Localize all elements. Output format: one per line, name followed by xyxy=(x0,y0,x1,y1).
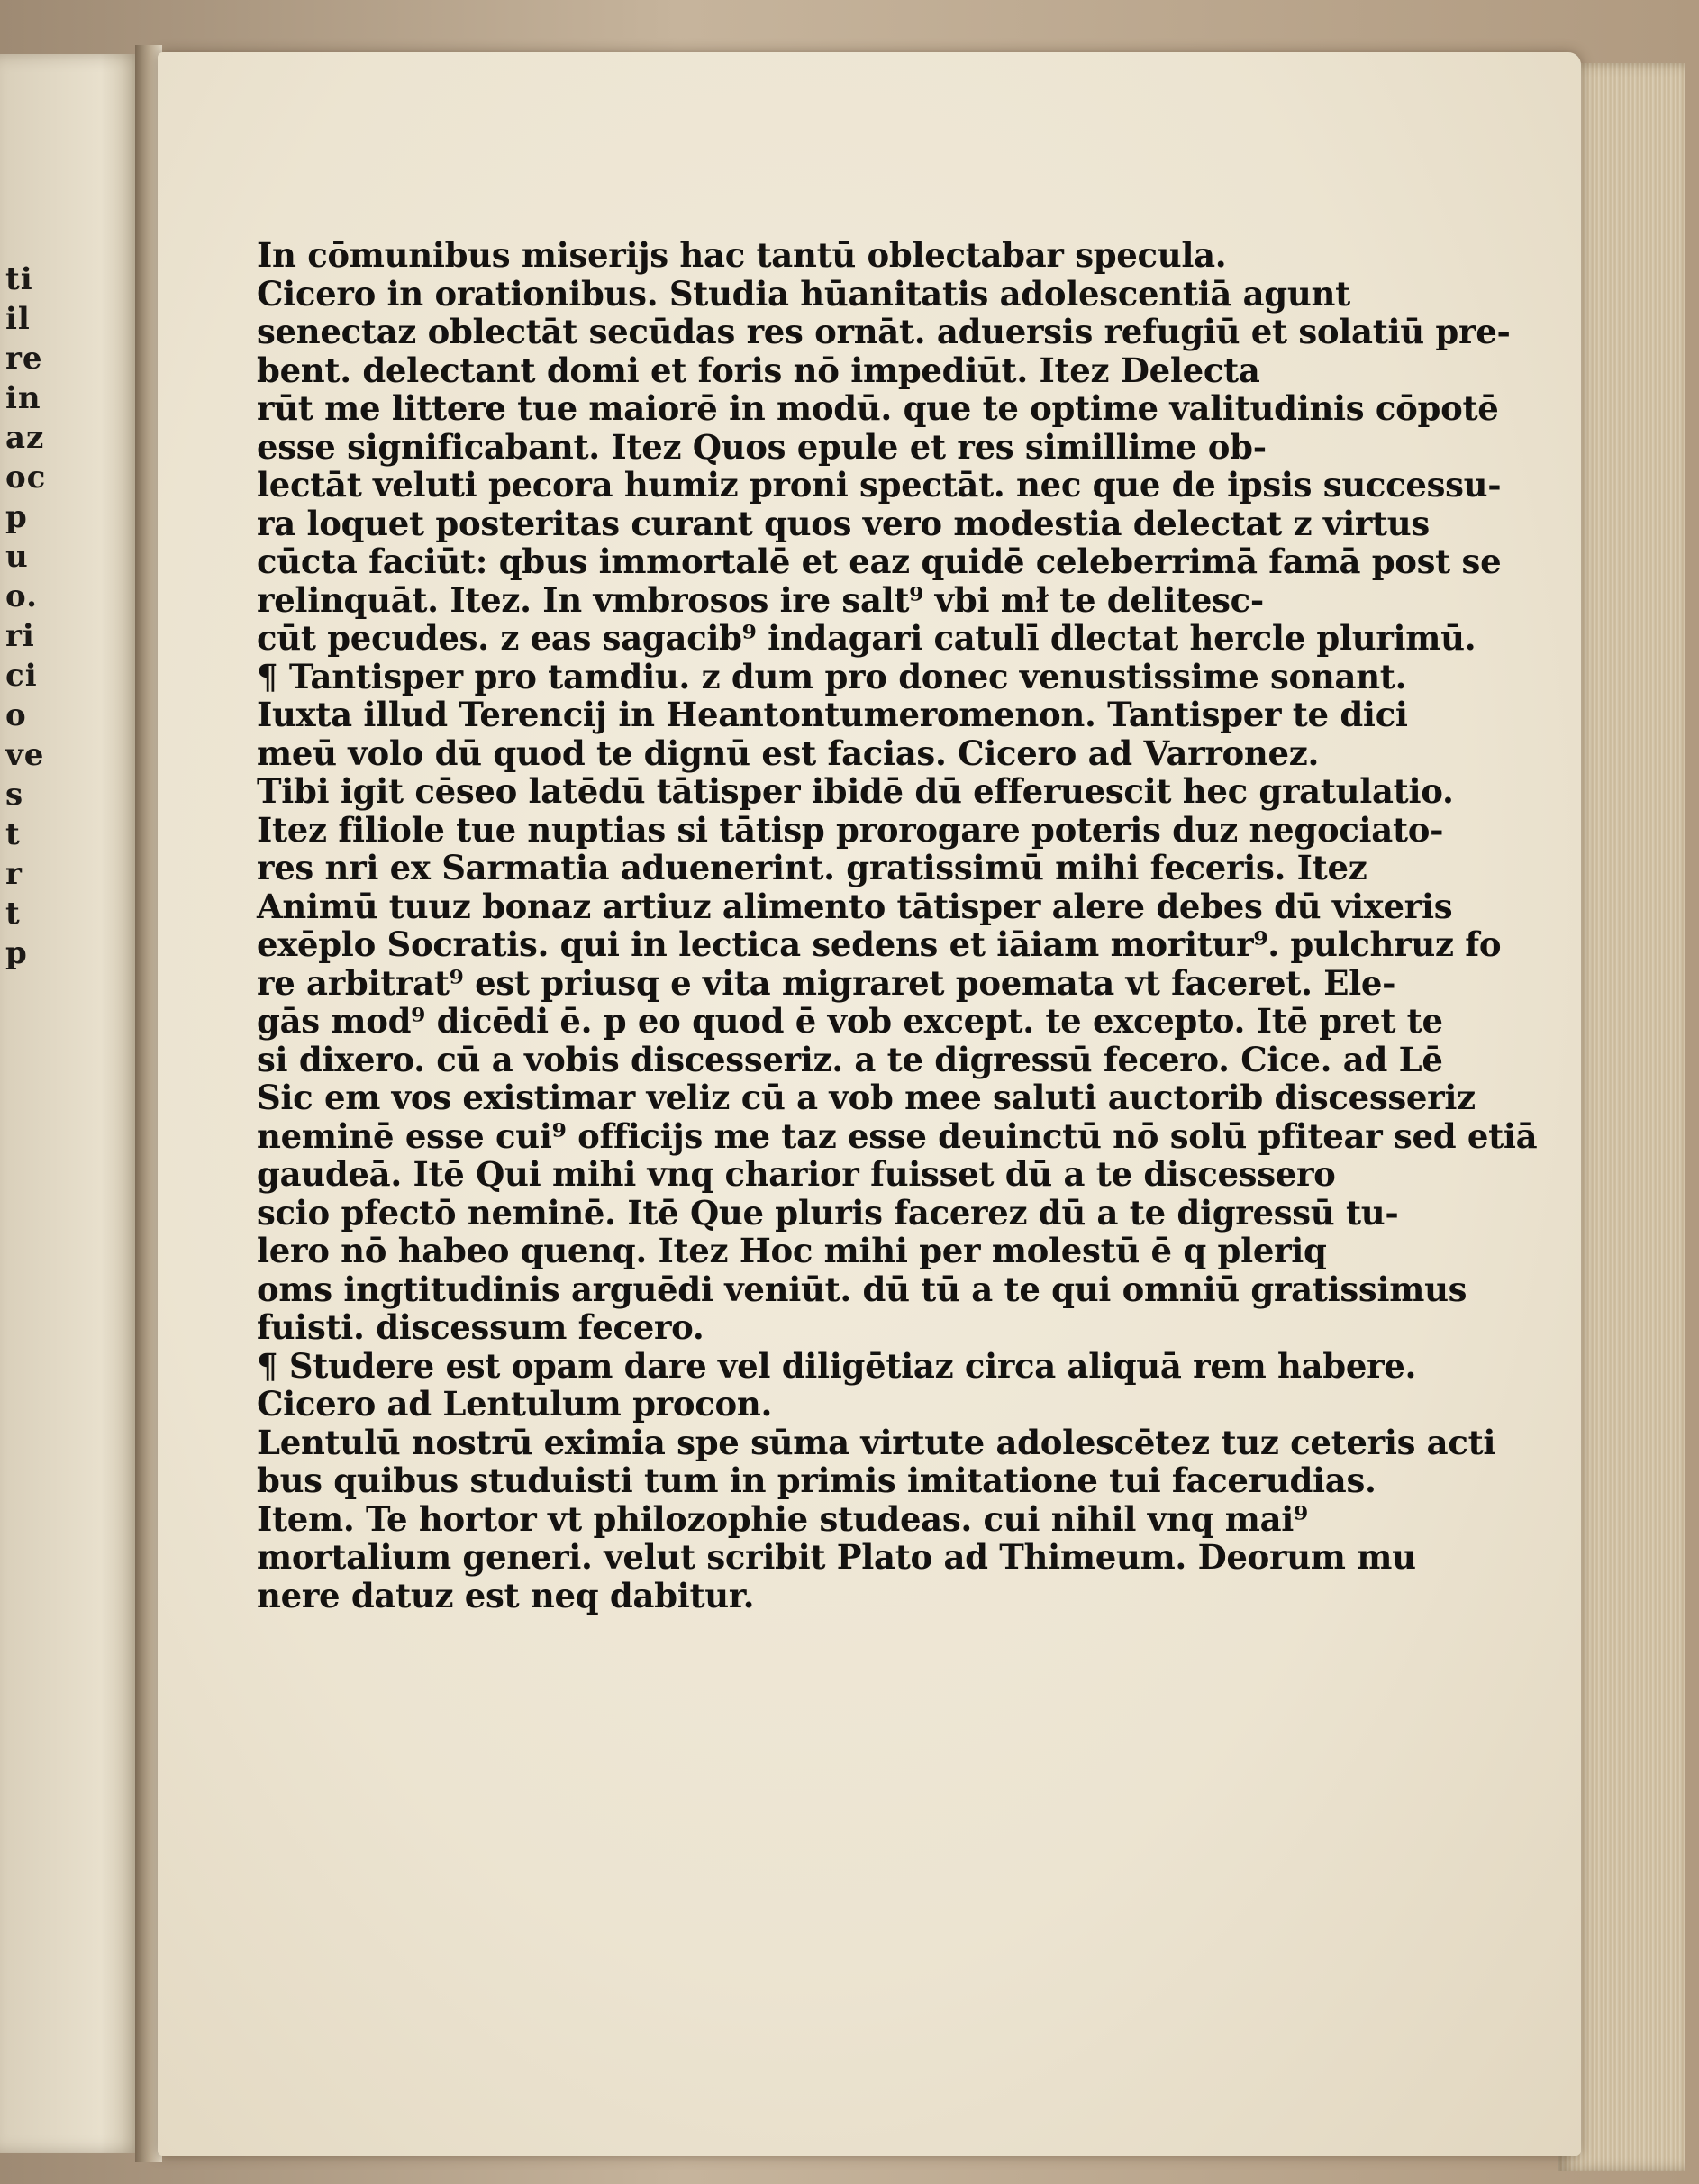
left-page-fragment: re xyxy=(5,341,43,377)
left-page-fragment: p xyxy=(5,935,28,971)
text-line: exēplo Socratis. qui in lectica sedens et iāiam moritur⁹. pulchruz fo xyxy=(257,924,1502,964)
text-line: relinquāt. Itez. In vmbrosos ire salt⁹ vbi mł te delitesc- xyxy=(257,579,1264,620)
text-line: esse significabant. Itez Quos epule et res simillime ob- xyxy=(257,426,1267,467)
text-line: Lentulū nostrū eximia spe sūma virtute adolescētez tuz ceteris acti xyxy=(257,1422,1496,1462)
left-page-fragment: il xyxy=(5,301,31,337)
text-line: ¶ Studere est opam dare vel diligētiaz circa aliquā rem habere. xyxy=(257,1345,1417,1386)
left-page-fragment: r xyxy=(5,856,23,892)
left-page-fragment: t xyxy=(5,896,21,932)
text-line: Itez filiole tue nuptias si tātisp prorogare poteris duz negociato- xyxy=(257,809,1444,850)
text-line: Iuxta illud Terencij in Heantontumeromenon. Tantisper te dici xyxy=(257,695,1408,734)
left-page-fragment: o. xyxy=(5,578,38,614)
text-line: lero nō habeo quenq. Itez Hoc mihi per molestū ē q pleriq xyxy=(257,1231,1327,1270)
left-page-fragment: o xyxy=(5,697,27,733)
text-line: Tibi igit cēseo latēdū tātisper ibidē dū efferuescit hec gratulatio. xyxy=(257,771,1454,811)
text-line: In cōmunibus miserijs hac tantū oblectabar specula. xyxy=(257,235,1227,275)
right-page-text-block xyxy=(257,235,1538,1615)
left-page-fragment: az xyxy=(5,420,45,456)
text-line: meū volo dū quod te dignū est facias. Cicero ad Varronez. xyxy=(257,733,1320,773)
left-page-fragment: ve xyxy=(5,737,45,773)
text-line: Cicero in orationibus. Studia hūanitatis adolescentiā agunt xyxy=(257,273,1350,314)
text-line: Animū tuuz bonaz artiuz alimento tātisper alere debes dū vixeris xyxy=(257,886,1453,926)
text-line: cūt pecudes. z eas sagacib⁹ indagari catulī dlectat hercle plurimū. xyxy=(257,618,1476,658)
text-line: neminē esse cui⁹ officijs me taz esse deuinctū nō solū pfitear sed etiā xyxy=(257,1115,1538,1156)
text-line: fuisti. discessum fecero. xyxy=(257,1307,704,1347)
text-line: cūcta faciūt: qbus immortalē et eaz quidē celeberrimā famā post se xyxy=(257,541,1502,581)
text-line: Cicero ad Lentulum procon. xyxy=(257,1384,773,1424)
left-page-fragment: oc xyxy=(5,460,47,496)
text-line: ¶ Tantisper pro tamdiu. z dum pro donec venustissime sonant. xyxy=(257,656,1407,696)
text-line: lectāt veluti pecora humiz proni spectāt. nec que de ipsis successu- xyxy=(257,465,1502,505)
text-line: gās mod⁹ dicēdi ē. p eo quod ē vob except. te excepto. Itē pret te xyxy=(257,1001,1443,1041)
left-page-fragment: s xyxy=(5,777,24,813)
text-line: gaudeā. Itē Qui mihi vnq charior fuisset dū a te discessero xyxy=(257,1154,1336,1194)
text-line: bent. delectant domi et foris nō impediūt. Itez Delecta xyxy=(257,350,1260,390)
text-line: ra loquet posteritas curant quos vero modestia delectat z virtus xyxy=(257,503,1430,543)
text-line: re arbitrat⁹ est priusq e vita migraret poemata vt faceret. Ele- xyxy=(257,962,1396,1003)
text-line: res nri ex Sarmatia aduenerint. gratissimū mihi feceris. Itez xyxy=(257,848,1367,887)
text-line: Item. Te hortor vt philozophie studeas. cui nihil vnq mai⁹ xyxy=(257,1498,1308,1539)
left-page-fragment: p xyxy=(5,499,28,535)
text-line: bus quibus studuisti tum in primis imitatione tui facerudias. xyxy=(257,1461,1376,1500)
left-page-fragment: u xyxy=(5,539,29,575)
text-line: oms ingtitudinis arguēdi veniūt. dū tū a te qui omniū gratissimus xyxy=(257,1269,1467,1309)
left-page-fragment: in xyxy=(5,380,41,416)
left-page-fragment: ti xyxy=(5,261,33,297)
text-line: senectaz oblectāt secūdas res ornāt. aduersis refugiū et solatiū pre- xyxy=(257,312,1511,351)
text-line: Sic em vos existimar veliz cū a vob mee saluti auctorib discesseriz xyxy=(257,1078,1476,1117)
text-line: rūt me littere tue maiorē in modū. que te optime valitudinis cōpotē xyxy=(257,388,1499,428)
left-page-fragment: ci xyxy=(5,658,38,694)
left-page-fragment: t xyxy=(5,816,21,852)
text-line: si dixero. cū a vobis discesseriz. a te digressū fecero. Cice. ad Lē xyxy=(257,1039,1443,1079)
left-page xyxy=(0,54,144,2153)
text-line: nere datuz est neq dabitur. xyxy=(257,1575,755,1615)
text-line: scio pfectō neminē. Itē Que pluris facerez dū a te digressū tu- xyxy=(257,1192,1399,1233)
left-page-fragment: ri xyxy=(5,618,35,654)
text-line: mortalium generi. velut scribit Plato ad Thimeum. Deorum mu xyxy=(257,1537,1416,1577)
left-page-text-fragments xyxy=(0,54,144,2153)
